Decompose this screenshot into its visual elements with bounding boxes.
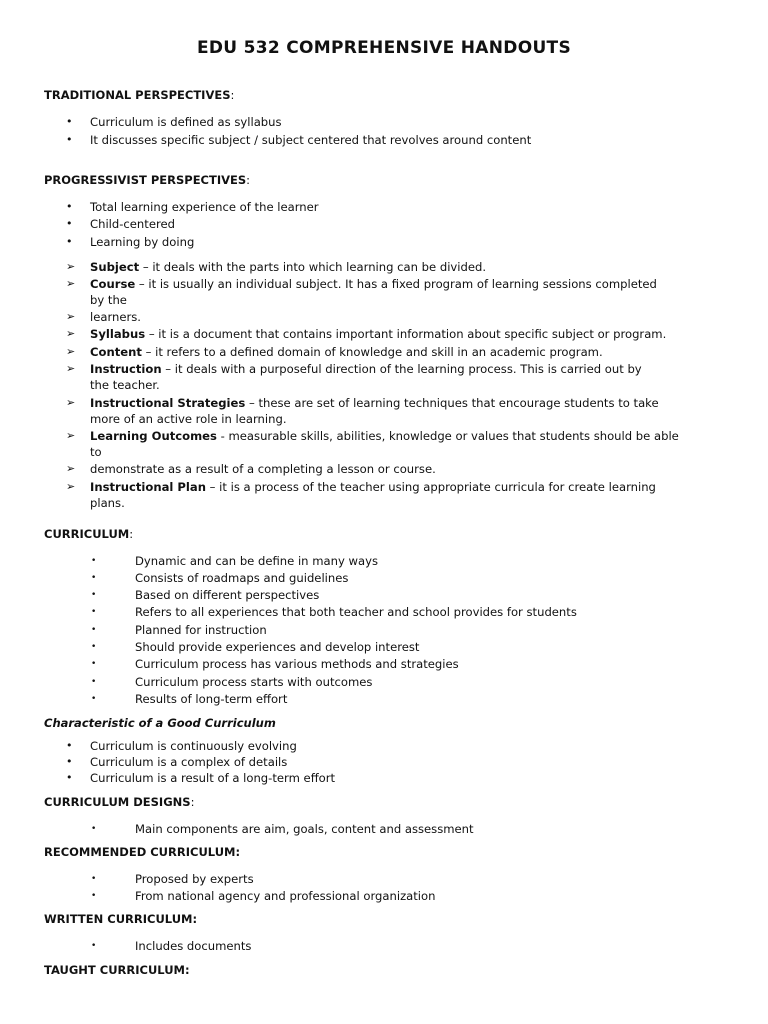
list-item: Curriculum is a result of a long-term effort	[90, 771, 336, 785]
list-item: Curriculum is a complex of details	[90, 755, 288, 769]
bullet-marker: •	[66, 133, 73, 146]
heading-text: TRADITIONAL PERSPECTIVES	[44, 88, 231, 102]
definition-term: Instructional Strategies	[90, 396, 246, 410]
section-heading-curriculum	[44, 527, 133, 541]
bullet-marker: •	[91, 573, 97, 583]
bullet-marker: •	[66, 235, 73, 248]
bullet-marker: •	[66, 739, 73, 752]
bullet-marker: •	[66, 771, 73, 784]
heading-text: PROGRESSIVIST PERSPECTIVES	[44, 173, 247, 187]
arrow-bullet-icon: ➢	[66, 345, 76, 358]
bullet-marker: •	[91, 590, 97, 600]
section-heading-progressivist	[44, 173, 250, 187]
definition-instructional-strategies	[90, 396, 659, 410]
arrow-bullet-icon: ➢	[66, 327, 76, 340]
definition-learning-outcomes	[90, 429, 679, 443]
section-heading-written: WRITTEN CURRICULUM:	[44, 912, 198, 926]
list-item: Main components are aim, goals, content and assessment	[135, 822, 474, 836]
arrow-bullet-icon: ➢	[66, 310, 76, 323]
section-heading-good-curriculum: Characteristic of a Good Curriculum	[44, 716, 276, 730]
bullet-marker: •	[66, 755, 73, 768]
list-item: Total learning experience of the learner	[90, 200, 319, 214]
page-title: EDU 532 COMPREHENSIVE HANDOUTS	[196, 38, 571, 58]
heading-text: CURRICULUM	[44, 527, 130, 541]
definition-text: – these are set of learning techniques that encourage students to take	[245, 396, 659, 410]
bullet-marker: •	[66, 115, 73, 128]
definition-instructional-plan	[90, 480, 656, 494]
heading-colon: :	[190, 795, 195, 809]
bullet-marker: •	[91, 642, 97, 652]
list-item: Planned for instruction	[135, 623, 267, 637]
list-item: Proposed by experts	[135, 872, 254, 886]
definition-term: Content	[90, 345, 142, 359]
bullet-marker: •	[66, 217, 73, 230]
heading-colon: :	[129, 527, 134, 541]
definition-continuation: to	[90, 445, 102, 459]
heading-colon: :	[246, 173, 251, 187]
definition-course	[90, 277, 657, 291]
definition-text: – it deals with the parts into which learning can be divided.	[139, 260, 487, 274]
definition-term: Course	[90, 277, 136, 291]
definition-learners: learners.	[90, 310, 141, 324]
arrow-bullet-icon: ➢	[66, 277, 76, 290]
definition-text: – it is a process of the teacher using appropriate curricula for create learning	[205, 480, 656, 494]
definition-subject	[90, 260, 486, 274]
bullet-marker: •	[91, 659, 97, 669]
definition-instruction	[90, 362, 642, 376]
definition-continuation: plans.	[90, 496, 125, 510]
bullet-marker: •	[91, 824, 97, 834]
list-item: Includes documents	[135, 939, 252, 953]
definition-content	[90, 345, 603, 359]
list-item: Curriculum process starts with outcomes	[135, 675, 373, 689]
definition-text: - measurable skills, abilities, knowledge or values that students should be able	[216, 429, 679, 443]
list-item: Consists of roadmaps and guidelines	[135, 571, 349, 585]
definition-term: Syllabus	[90, 327, 146, 341]
definition-term: Instructional Plan	[90, 480, 206, 494]
arrow-bullet-icon: ➢	[66, 480, 76, 493]
list-item: It discusses specific subject / subject centered that revolves around content	[90, 133, 532, 147]
list-item: Should provide experiences and develop interest	[135, 640, 420, 654]
definition-term: Learning Outcomes	[90, 429, 217, 443]
definition-continuation: the teacher.	[90, 378, 160, 392]
definition-term: Subject	[90, 260, 140, 274]
bullet-marker: •	[91, 694, 97, 704]
definition-text: – it is usually an individual subject. It has a fixed program of learning sessions completed	[135, 277, 657, 291]
list-item: Dynamic and can be define in many ways	[135, 554, 378, 568]
heading-text: CURRICULUM DESIGNS	[44, 795, 191, 809]
definition-continuation: by the	[90, 293, 127, 307]
section-heading-taught: TAUGHT CURRICULUM:	[44, 963, 190, 977]
definition-syllabus	[90, 327, 666, 341]
list-item: From national agency and professional organization	[135, 889, 436, 903]
section-heading-traditional	[44, 88, 234, 102]
list-item: Learning by doing	[90, 235, 195, 249]
bullet-marker: •	[91, 891, 97, 901]
bullet-marker: •	[91, 607, 97, 617]
definition-demonstrate: demonstrate as a result of a completing a lesson or course.	[90, 462, 436, 476]
arrow-bullet-icon: ➢	[66, 260, 76, 273]
list-item: Curriculum is continuously evolving	[90, 739, 297, 753]
arrow-bullet-icon: ➢	[66, 462, 76, 475]
arrow-bullet-icon: ➢	[66, 429, 76, 442]
list-item: Child-centered	[90, 217, 175, 231]
definition-term: Instruction	[90, 362, 162, 376]
definition-text: – it refers to a defined domain of knowledge and skill in an academic program.	[141, 345, 603, 359]
definition-text: – it is a document that contains important information about specific subject or program.	[145, 327, 667, 341]
list-item: Curriculum is defined as syllabus	[90, 115, 282, 129]
heading-colon: :	[230, 88, 235, 102]
definition-continuation: more of an active role in learning.	[90, 412, 287, 426]
arrow-bullet-icon: ➢	[66, 396, 76, 409]
bullet-marker: •	[91, 874, 97, 884]
section-heading-recommended: RECOMMENDED CURRICULUM:	[44, 845, 241, 859]
bullet-marker: •	[91, 941, 97, 951]
bullet-marker: •	[66, 200, 73, 213]
arrow-bullet-icon: ➢	[66, 362, 76, 375]
list-item: Curriculum process has various methods and strategies	[135, 657, 459, 671]
bullet-marker: •	[91, 556, 97, 566]
list-item: Results of long-term effort	[135, 692, 288, 706]
section-heading-designs	[44, 795, 194, 809]
bullet-marker: •	[91, 677, 97, 687]
definition-text: – it deals with a purposeful direction of the learning process. This is carried out by	[161, 362, 642, 376]
list-item: Refers to all experiences that both teacher and school provides for students	[135, 605, 577, 619]
bullet-marker: •	[91, 625, 97, 635]
list-item: Based on different perspectives	[135, 588, 320, 602]
